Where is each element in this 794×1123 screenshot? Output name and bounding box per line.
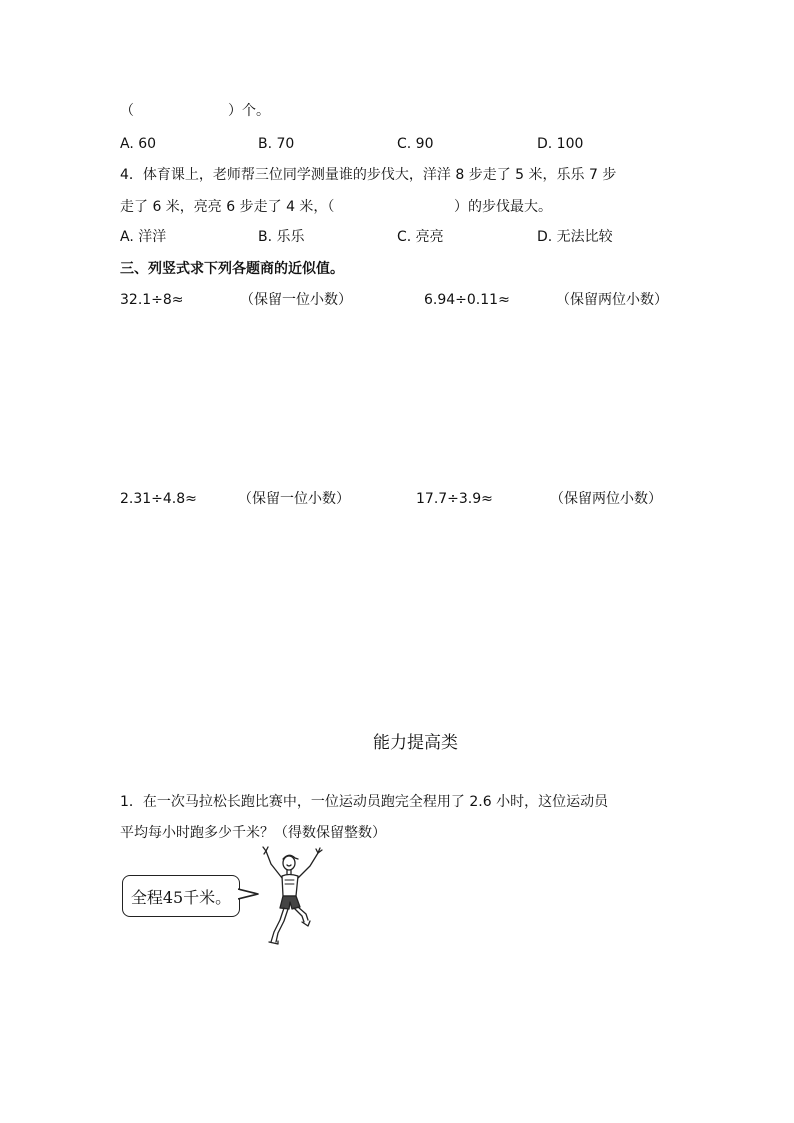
section3-heading: 三、列竖式求下列各题商的近似值。 bbox=[120, 261, 344, 277]
problem-2-expr: 6.94÷0.11≈ bbox=[424, 292, 510, 308]
problem-1-note: （保留一位小数） bbox=[240, 292, 352, 308]
q4-option-d: D. 无法比较 bbox=[537, 229, 613, 245]
speech-bubble bbox=[122, 875, 240, 917]
advanced-title: 能力提高类 bbox=[373, 733, 458, 753]
q4-option-c: C. 亮亮 bbox=[397, 229, 444, 245]
q4-line2-b: ）的步伐最大。 bbox=[454, 199, 552, 215]
advanced-q1-line1: 1．在一次马拉松长跑比赛中，一位运动员跑完全程用了 2.6 小时，这位运动员 bbox=[120, 794, 609, 810]
q4-line2-a: 走了 6 米，亮亮 6 步走了 4 米，（ bbox=[120, 199, 335, 215]
q4-option-a: A. 洋洋 bbox=[120, 229, 167, 245]
speech-bubble-text: 全程45千米。 bbox=[130, 887, 232, 907]
q3-option-a: A. 60 bbox=[120, 136, 157, 152]
q4-option-b: B. 乐乐 bbox=[258, 229, 305, 245]
q3-option-d: D. 100 bbox=[537, 136, 584, 152]
problem-2-note: （保留两位小数） bbox=[556, 292, 668, 308]
q3-close-paren: ）个。 bbox=[228, 103, 270, 119]
advanced-q1-line2: 平均每小时跑多少千米？（得数保留整数） bbox=[120, 825, 386, 841]
q3-option-c: C. 90 bbox=[397, 136, 434, 152]
runner-illustration-icon bbox=[258, 846, 328, 948]
q3-open-paren: （ bbox=[120, 103, 134, 119]
q4-line1: 4．体育课上，老师帮三位同学测量谁的步伐大，洋洋 8 步走了 5 米，乐乐 7 步 bbox=[120, 167, 617, 183]
problem-4-expr: 17.7÷3.9≈ bbox=[416, 491, 493, 507]
problem-4-note: （保留两位小数） bbox=[550, 491, 662, 507]
problem-1-expr: 32.1÷8≈ bbox=[120, 292, 184, 308]
q3-option-b: B. 70 bbox=[258, 136, 295, 152]
problem-3-expr: 2.31÷4.8≈ bbox=[120, 491, 197, 507]
problem-3-note: （保留一位小数） bbox=[238, 491, 350, 507]
